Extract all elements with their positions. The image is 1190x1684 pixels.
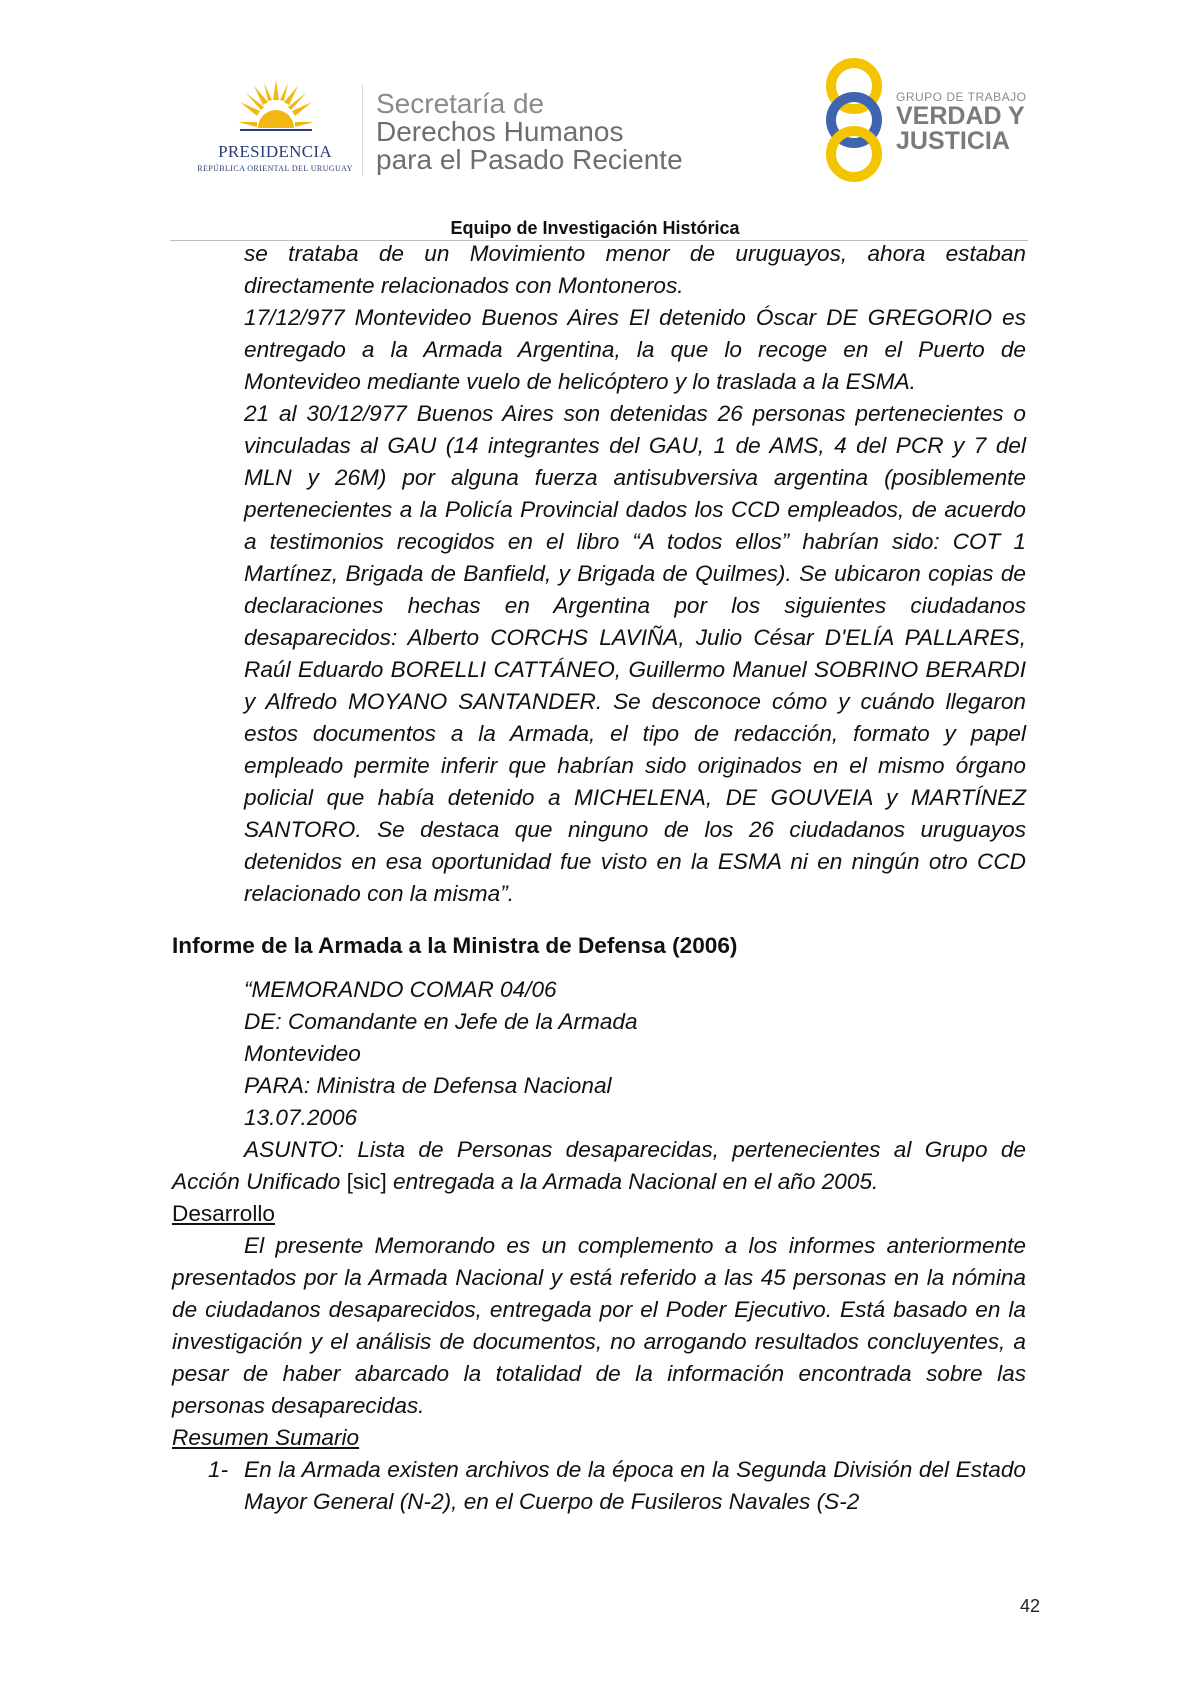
- section-title: Informe de la Armada a la Ministra de Defensa (2006): [172, 933, 738, 958]
- secretaria-line-3: para el Pasado Reciente: [376, 144, 683, 175]
- memo-header: [244, 974, 1026, 1134]
- list-item: [208, 1454, 1026, 1518]
- quote-paragraph: se trataba de un Movimiento menor de uruguayos, ahora estaban directamente relacionados con Montoneros.: [244, 241, 1026, 298]
- page-number: 42: [1019, 1596, 1040, 1616]
- gtvj-small-label: GRUPO DE TRABAJO: [896, 90, 1027, 104]
- list-number: 1-: [208, 1457, 229, 1482]
- quote-paragraph: 21 al 30/12/977 Buenos Aires son detenidas 26 personas pertenecientes o vinculadas al GAU (14 integrantes del GAU, 1 de AMS, 4 del PCR y 7 del MLN y 26M) por alguna fuerza antisubversiva argentina (posiblemente pertenecientes a la Policía Provincial dados los CCD empleados, de acuerdo a testimonios recogidos en el libro “A todos ellos” habrían sido: COT 1 Martínez, Brigada de Banfield, y Brigada de Quilmes). Se ubicaron copias de declaraciones hechas en Argentina por los siguientes ciudadanos desaparecidos: Alberto CORCHS LAVIÑA, Julio César D'ELÍA PALLARES, Raúl Eduardo BORELLI CATTÁNEO, Guillermo Manuel SOBRINO BERARDI y Alfredo MOYANO SANTANDER. Se desconoce cómo y cuándo llegaron estos documentos a la Armada, el tipo de redacción, formato y papel empleado permite inferir que habrían sido originados en el mismo órgano policial que había detenido a MICHELENA, DE GOUVEIA y MARTÍNEZ SANTORO. Se destaca que ninguno de los 26 ciudadanos uruguayos detenidos en esa oportunidad fue visto en la ESMA ni en ningún otro CCD relacionado con la misma”.: [244, 401, 1026, 906]
- memo-line: “MEMORANDO COMAR 04/06: [244, 977, 557, 1002]
- asunto-text-end: entregada a la Armada Nacional en el año 2005.: [386, 1169, 879, 1194]
- page-header: [0, 0, 1190, 238]
- memo-line: Montevideo: [244, 1041, 361, 1066]
- memo-line: 13.07.2006: [244, 1105, 358, 1130]
- memo-line: PARA: Ministra de Defensa Nacional: [244, 1073, 612, 1098]
- verdad-justicia-text: [896, 90, 1026, 154]
- list-text: En la Armada existen archivos de la época en la Segunda División del Estado Mayor General (N-2), en el Cuerpo de Fusileros Navales (S-2: [244, 1457, 1026, 1514]
- rings-icon: [820, 56, 890, 184]
- presidencia-logo: [196, 78, 354, 178]
- asunto-text: ASUNTO: Lista de Personas desaparecidas, pertenecientes al Grupo de Acción Unificado: [172, 1137, 1026, 1194]
- gtvj-line-2: JUSTICIA: [896, 127, 1010, 155]
- team-heading: Equipo de Investigación Histórica: [450, 218, 740, 238]
- desarrollo-heading: Desarrollo: [172, 1201, 275, 1226]
- sun-icon: [236, 78, 316, 140]
- quote-paragraph: 17/12/977 Montevideo Buenos Aires El detenido Óscar DE GREGORIO es entregado a la Armada Argentina, la que lo recoge en el Puerto de Montevideo mediante vuelo de helicóptero y lo traslada a la ESMA.: [244, 305, 1026, 394]
- gtvj-line-1: VERDAD Y: [896, 102, 1025, 130]
- resumen-heading: Resumen Sumario: [172, 1425, 360, 1450]
- secretaria-line-1: Secretaría de: [376, 88, 545, 119]
- presidencia-subtitle: REPÚBLICA ORIENTAL DEL URUGUAY: [197, 164, 353, 173]
- verdad-justicia-logo: [820, 56, 1040, 184]
- document-body: [172, 238, 1026, 1518]
- presidencia-wordmark: PRESIDENCIA: [218, 142, 332, 161]
- header-divider: [362, 84, 363, 176]
- memo-line: DE: Comandante en Jefe de la Armada: [244, 1009, 638, 1034]
- secretaria-line-2: Derechos Humanos: [376, 116, 624, 147]
- quoted-chronology: [244, 238, 1026, 910]
- secretaria-title: [376, 90, 683, 174]
- sic-marker: [sic]: [346, 1169, 387, 1194]
- desarrollo-paragraph: El presente Memorando es un complemento a los informes anteriormente presentados por la Armada Nacional y está referido a las 45 personas en la nómina de ciudadanos desaparecidos, entregada por el Poder Ejecutivo. Está basado en la investigación y el análisis de documentos, no arrogando resultados concluyentes, a pesar de haber abarcado la totalidad de la información encontrada sobre las personas desaparecidas.: [172, 1233, 1026, 1418]
- asunto-paragraph: [172, 1134, 1026, 1198]
